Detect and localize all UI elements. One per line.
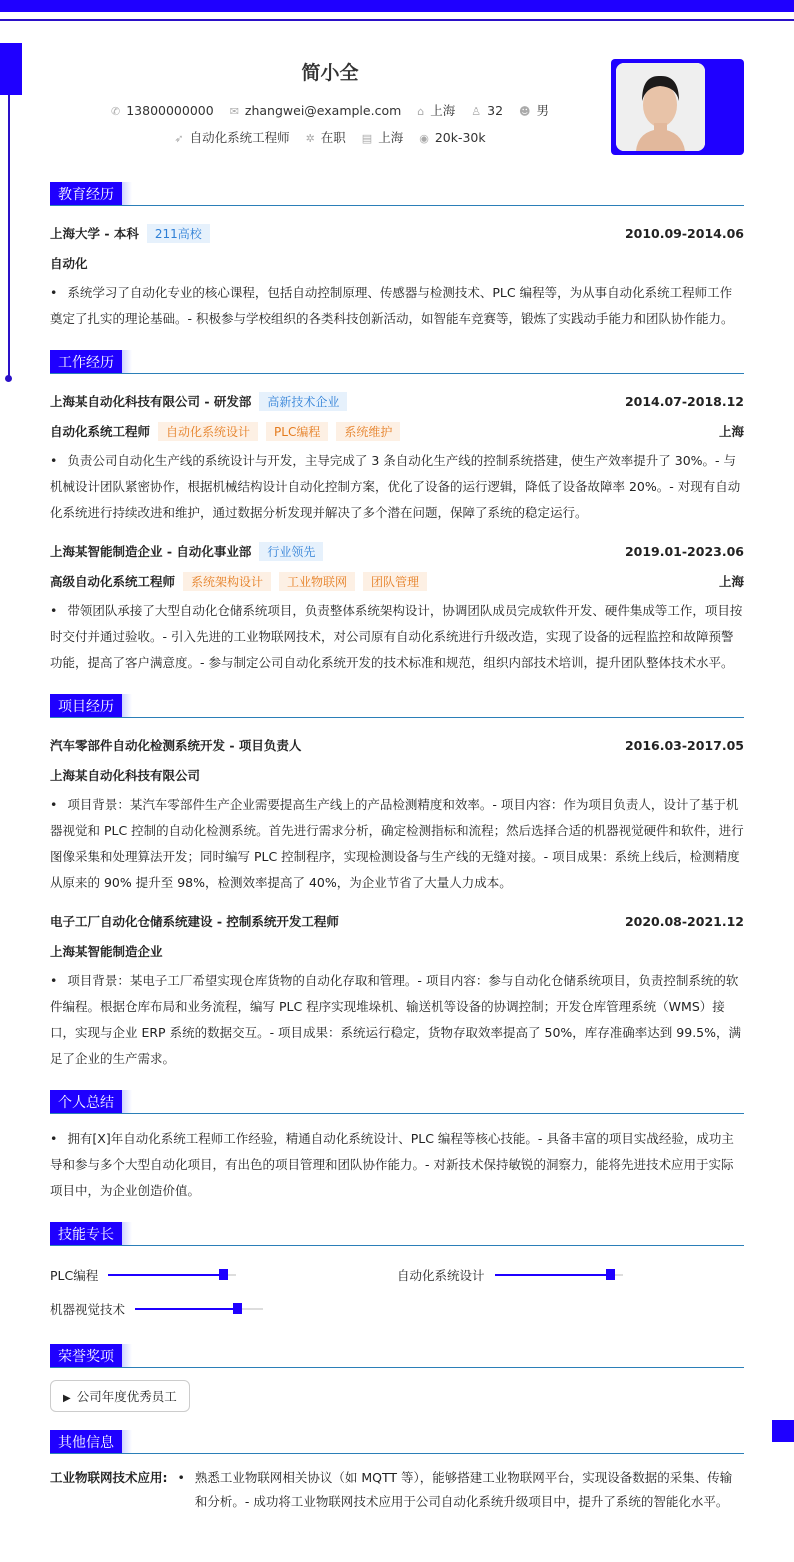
project-date: 2020.08-2021.12: [624, 913, 744, 929]
job-title: 自动化系统工程师: [50, 423, 151, 439]
salary: 20k-30k: [434, 130, 486, 145]
email: zhangwei@example.com: [244, 103, 402, 118]
work-item: 上海某智能制造企业 - 自动化事业部 行业领先 2019.01-2023.06 高级自动化系统工程师 系统架构设计 工业物联网 团队管理 上海 • 带领团队承接了大型自动化仓储系统项目，负责整体系统架构设计，协调团队成员完成软件开发、硬件集成等工作，项目按时交付并通过验收。- 引入先进的工业物联网技术，对公司原有自动化系统进行升级改造，实现了设备的远程监控和故障预警功能，提高了客户满意度。- 参与制定公司自动化系统开发的技术标准和规范，组织内部技术培训，提升团队整体技术水平。: [50, 543, 744, 670]
education-section: 教育经历 上海大学 - 本科 211高校 2010.09-2014.06 自动化 • 系统学习了自动化专业的核心课程，包括自动控制原理、传感器与检测技术、PLC 编程等，为从事自动化系统工程师工作奠定了扎实的理论基础。- 积极参与学校组织的各类科技创新活动，如智能车竞赛等，锻炼了实践动手能力和团队协作能力。: [50, 182, 744, 332]
skills-section: [50, 1222, 744, 1326]
skills-list: [50, 1258, 744, 1326]
skill-tag: 工业物联网: [279, 572, 355, 591]
building-icon: ▤: [361, 132, 373, 145]
skill-fill: [135, 1308, 237, 1310]
school: 上海大学 - 本科: [50, 225, 139, 241]
other-label: 工业物联网技术应用:: [50, 1470, 168, 1485]
edu-date: 2010.09-2014.06: [624, 225, 744, 241]
other-section: [50, 1430, 744, 1514]
caret-right-icon: ▶: [63, 1393, 71, 1404]
resume-body: [50, 0, 744, 1562]
work-desc: 负责公司自动化生产线的系统设计与开发，主导完成了 3 条自动化生产线的控制系统搭建，使生产效率提升了 30%。- 与机械设计团队紧密协作，根据机械结构设计自动化控制方案，优化了设备的运行逻辑，降低了设备故障率 20%。- 对现有自动化系统进行持续改进和维护，通过数据分析发现并解决了多个潜在问题，保障了系统的稳定运行。: [50, 453, 741, 520]
skill-name: 机器视觉技术: [50, 1302, 126, 1317]
company: 上海某智能制造企业 - 自动化事业部: [50, 543, 252, 559]
salary-icon: ◉: [419, 132, 429, 145]
skill-knob: [606, 1269, 615, 1280]
status: 在职: [320, 130, 346, 145]
job-title: 高级自动化系统工程师: [50, 573, 176, 589]
award-label: 公司年度优秀员工: [76, 1389, 177, 1404]
skill-item: [397, 1258, 744, 1292]
section-title: 个人总结: [50, 1090, 122, 1113]
project-desc: 项目背景：某汽车零部件生产企业需要提高生产线上的产品检测精度和效率。- 项目内容：作为项目负责人，设计了基于机器视觉和 PLC 控制的自动化检测系统。首先进行需求分析，确定检测指标和流程；然后选择合适的机器视觉硬件和软件，进行图像采集和处理算法开发；同时编写 PLC 控制程序，实现检测设备与生产线的无缝对接。- 项目成果：系统上线后，检测精度从原来的 90% 提升至 98%，检测效率提高了 40%，为企业节省了大量人力成本。: [50, 797, 744, 890]
left-timeline-dot: [5, 375, 12, 382]
project-company: 上海某智能制造企业: [50, 944, 163, 959]
skill-item: [50, 1292, 397, 1326]
projects-section: [50, 694, 744, 1072]
gender-icon: ☻: [519, 105, 531, 118]
project-name: 汽车零部件自动化检测系统开发 - 项目负责人: [50, 738, 302, 753]
skill-name: 自动化系统设计: [397, 1268, 485, 1283]
company: 上海某自动化科技有限公司 - 研发部: [50, 393, 252, 409]
other-value: 熟悉工业物联网相关协议（如 MQTT 等），能够搭建工业物联网平台，实现设备数据的采集、传输和分析。- 成功将工业物联网技术应用于公司自动化系统升级项目中，提升了系统的智能化水平。: [194, 1470, 733, 1509]
age: 32: [487, 103, 504, 118]
section-title: 其他信息: [50, 1430, 122, 1453]
send-icon: ➶: [174, 132, 184, 145]
company-tag: 高新技术企业: [259, 392, 347, 411]
position: 自动化系统工程师: [189, 130, 290, 145]
bullet: •: [177, 1470, 185, 1485]
skill-slider: [135, 1308, 263, 1310]
right-accent-block: [772, 1420, 794, 1442]
awards-section: [50, 1344, 744, 1412]
section-title: 项目经历: [50, 694, 122, 717]
phone-icon: ✆: [111, 105, 121, 118]
skill-item: [50, 1258, 397, 1292]
project-date: 2016.03-2017.05: [624, 737, 744, 753]
award-item[interactable]: [50, 1380, 190, 1412]
skill-tag: 团队管理: [363, 572, 427, 591]
project-company: 上海某自动化科技有限公司: [50, 768, 201, 783]
work-section: [50, 350, 744, 676]
mail-icon: ✉: [229, 105, 239, 118]
section-title: 荣誉奖项: [50, 1344, 122, 1367]
company-tag: 行业领先: [259, 542, 323, 561]
skill-knob: [219, 1269, 228, 1280]
skill-tag: 自动化系统设计: [158, 422, 258, 441]
work-date: 2019.01-2023.06: [624, 543, 744, 559]
phone: 13800000000: [126, 103, 214, 118]
major: 自动化: [50, 256, 88, 271]
skill-tag: 系统架构设计: [183, 572, 271, 591]
home-icon: ⌂: [417, 105, 425, 118]
skill-knob: [233, 1303, 242, 1314]
section-title: 技能专长: [50, 1222, 122, 1245]
project-name: 电子工厂自动化仓储系统建设 - 控制系统开发工程师: [50, 914, 339, 929]
edu-desc: 系统学习了自动化专业的核心课程，包括自动控制原理、传感器与检测技术、PLC 编程等，为从事自动化系统工程师工作奠定了扎实的理论基础。- 积极参与学校组织的各类科技创新活动，如智能车竞赛等，锻炼了实践动手能力和团队协作能力。: [50, 285, 734, 326]
skill-fill: [108, 1274, 223, 1276]
candidate-name: 简小全: [301, 62, 359, 84]
work-city: 上海: [718, 424, 744, 439]
skill-slider: [495, 1274, 623, 1276]
skill-fill: [495, 1274, 610, 1276]
work-desc: 带领团队承接了大型自动化仓储系统项目，负责整体系统架构设计，协调团队成员完成软件开发、硬件集成等工作，项目按时交付并通过验收。- 引入先进的工业物联网技术，对公司原有自动化系统进行升级改造，实现了设备的远程监控和故障预警功能，提高了客户满意度。- 参与制定公司自动化系统开发的技术标准和规范，组织内部技术培训，提升团队整体技术水平。: [50, 603, 743, 670]
work-city: 上海: [718, 574, 744, 589]
skill-name: PLC编程: [50, 1268, 99, 1283]
city: 上海: [430, 103, 456, 118]
work-date: 2014.07-2018.12: [624, 393, 744, 409]
skill-tag: PLC编程: [266, 422, 328, 441]
skill-tag: 系统维护: [336, 422, 400, 441]
project-desc: 项目背景：某电子工厂希望实现仓库货物的自动化存取和管理。- 项目内容：参与自动化仓储系统项目，负责控制系统的软件编程。根据仓库布局和业务流程，编写 PLC 程序实现堆垛机、输送机等设备的协调控制；开发仓库管理系统（WMS）接口，实现与企业 ERP 系统的数据交互。- 项目成果：系统运行稳定，货物存取效率提高了 50%，库存准确率达到 99.5%，满足了企业的生产需求。: [50, 973, 741, 1066]
school-tag: 211高校: [147, 224, 210, 243]
section-title: 教育经历: [50, 182, 122, 205]
work-item: 上海某自动化科技有限公司 - 研发部 高新技术企业 2014.07-2018.12 自动化系统工程师 自动化系统设计 PLC编程 系统维护 上海 • 负责公司自动化生产线的系统设计与开发，主导完成了 3 条自动化生产线的控制系统搭建，使生产效率提升了 30%。- 与机械设计团队紧密协作，根据机械结构设计自动化控制方案，优化了设备的运行逻辑，降低了设备故障率 20%。- 对现有自动化系统进行持续改进和维护，通过数据分析发现并解决了多个潜在问题，保障了系统的稳定运行。: [50, 393, 744, 520]
project-item: 电子工厂自动化仓储系统建设 - 控制系统开发工程师 2020.08-2021.12 上海某智能制造企业 • 项目背景：某电子工厂希望实现仓库货物的自动化存取和管理。- 项目内容：参与自动化仓储系统项目，负责控制系统的软件编程。根据仓库布局和业务流程，编写 PLC 程序实现堆垛机、输送机等设备的协调控制；开发仓库管理系统（WMS）接口，实现与企业 ERP 系统的数据交互。- 项目成果：系统运行稳定，货物存取效率提高了 50%，库存准确率达到 99.5%，满足了企业的生产需求。: [50, 913, 744, 1066]
work-city: 上海: [378, 130, 404, 145]
age-icon: ♙: [471, 105, 482, 118]
gender: 男: [536, 103, 549, 118]
summary-text: 拥有[X]年自动化系统工程师工作经验，精通自动化系统设计、PLC 编程等核心技能。- 具备丰富的项目实战经验，成功主导和参与多个大型自动化项目，有出色的项目管理和团队协作能力。- 对新技术保持敏锐的洞察力，能将先进技术应用于实际项目中，为企业创造价值。: [50, 1131, 734, 1198]
summary-section: 个人总结 • 拥有[X]年自动化系统工程师工作经验，精通自动化系统设计、PLC 编程等核心技能。- 具备丰富的项目实战经验，成功主导和参与多个大型自动化项目，有出色的项目管理和团队协作能力。- 对新技术保持敏锐的洞察力，能将先进技术应用于实际项目中，为企业创造价值。: [50, 1090, 744, 1204]
project-item: 汽车零部件自动化检测系统开发 - 项目负责人 2016.03-2017.05 上海某自动化科技有限公司 • 项目背景：某汽车零部件生产企业需要提高生产线上的产品检测精度和效率。- 项目内容：作为项目负责人，设计了基于机器视觉和 PLC 控制的自动化检测系统。首先进行需求分析，确定检测指标和流程；然后选择合适的机器视觉硬件和软件，进行图像采集和处理算法开发；同时编写 PLC 控制程序，实现检测设备与生产线的无缝对接。- 项目成果：系统上线后，检测精度从原来的 90% 提升至 98%，检测效率提高了 40%，为企业节省了大量人力成本。: [50, 737, 744, 890]
section-title: 工作经历: [50, 350, 122, 373]
skill-slider: [108, 1274, 236, 1276]
status-icon: ✲: [305, 132, 315, 145]
